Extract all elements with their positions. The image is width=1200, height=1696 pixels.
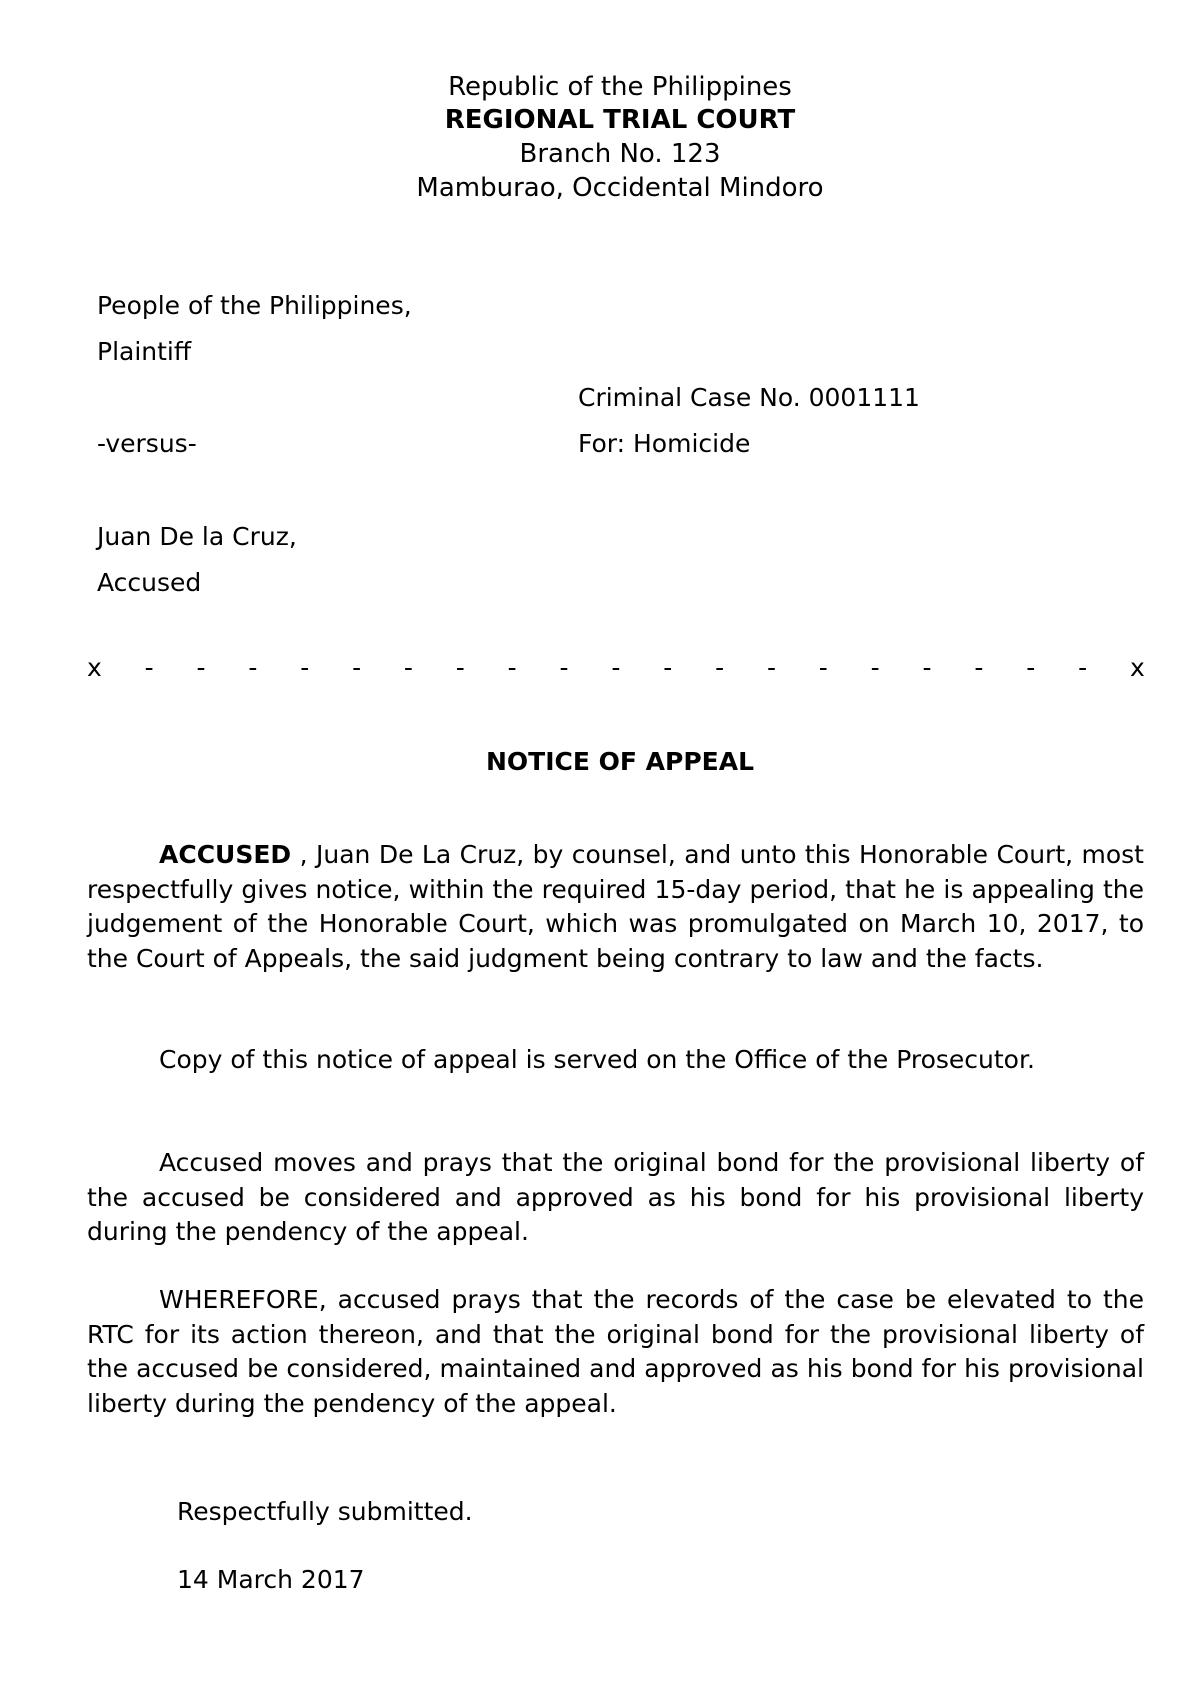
paragraph-3 bbox=[87, 1146, 1144, 1250]
separator-dash: - bbox=[818, 653, 828, 682]
paragraph-3-text: Accused moves and prays that the original bond for the provisional liberty of the accused be considered and approved as his bond for his provisional liberty during the pendency of the appeal. bbox=[87, 1148, 1144, 1246]
separator-dash: - bbox=[663, 653, 673, 682]
offense-label: For: Homicide bbox=[578, 429, 751, 458]
separator-start: x bbox=[87, 653, 102, 682]
plaintiff-name: People of the Philippines, bbox=[97, 291, 412, 320]
separator-dash: - bbox=[403, 653, 413, 682]
separator-dash: - bbox=[870, 653, 880, 682]
separator-dash: - bbox=[455, 653, 465, 682]
separator-dash: - bbox=[559, 653, 569, 682]
separator-dash: - bbox=[507, 653, 517, 682]
paragraph-1 bbox=[87, 838, 1144, 976]
case-number: Criminal Case No. 0001111 bbox=[578, 383, 920, 412]
court-name: REGIONAL TRIAL COURT bbox=[444, 105, 796, 135]
separator-dash: - bbox=[766, 653, 776, 682]
paragraph-2 bbox=[87, 1043, 1144, 1078]
caption-separator bbox=[87, 655, 1145, 680]
branch-line: Branch No. 123 bbox=[519, 139, 721, 169]
versus-label: -versus- bbox=[97, 429, 197, 458]
paragraph-2-text: Copy of this notice of appeal is served on the Office of the Prosecutor. bbox=[159, 1045, 1035, 1074]
separator-dash: - bbox=[611, 653, 621, 682]
separator-dash: - bbox=[715, 653, 725, 682]
accused-lead: ACCUSED bbox=[159, 840, 292, 869]
separator-dash: - bbox=[1078, 653, 1088, 682]
accused-name: Juan De la Cruz, bbox=[97, 522, 297, 551]
paragraph-4-text: WHEREFORE, accused prays that the records of the case be elevated to the RTC for its action thereon, and that the original bond for the provisional liberty of the accused be considered, maintained and approved as his bond for his provisional liberty during the pendency of the appeal. bbox=[87, 1285, 1144, 1418]
accused-role: Accused bbox=[97, 568, 202, 597]
separator-dash: - bbox=[1026, 653, 1036, 682]
separator-dash: - bbox=[248, 653, 258, 682]
document-title: NOTICE OF APPEAL bbox=[485, 747, 755, 776]
location-line: Mamburao, Occidental Mindoro bbox=[416, 173, 824, 203]
plaintiff-role: Plaintiff bbox=[97, 337, 192, 366]
paragraph-4 bbox=[87, 1283, 1144, 1421]
paragraph-1-text: , Juan De La Cruz, by counsel, and unto this Honorable Court, most respectfully gives notice, within the required 15-day period, that he is appealing the judgement of the Honorable Court, which was promulgated on March 10, 2017, to the Court of Appeals, the said judgment being contrary to law and the facts. bbox=[87, 840, 1144, 973]
separator-dash: - bbox=[974, 653, 984, 682]
separator-dash: - bbox=[922, 653, 932, 682]
separator-dash: - bbox=[144, 653, 154, 682]
separator-dash: - bbox=[300, 653, 310, 682]
separator-dash: - bbox=[352, 653, 362, 682]
signing-date: 14 March 2017 bbox=[177, 1565, 365, 1594]
separator-end: x bbox=[1129, 653, 1145, 682]
respectfully-submitted: Respectfully submitted. bbox=[177, 1497, 473, 1526]
separator-dash: - bbox=[196, 653, 206, 682]
republic-line: Republic of the Philippines bbox=[448, 72, 792, 102]
